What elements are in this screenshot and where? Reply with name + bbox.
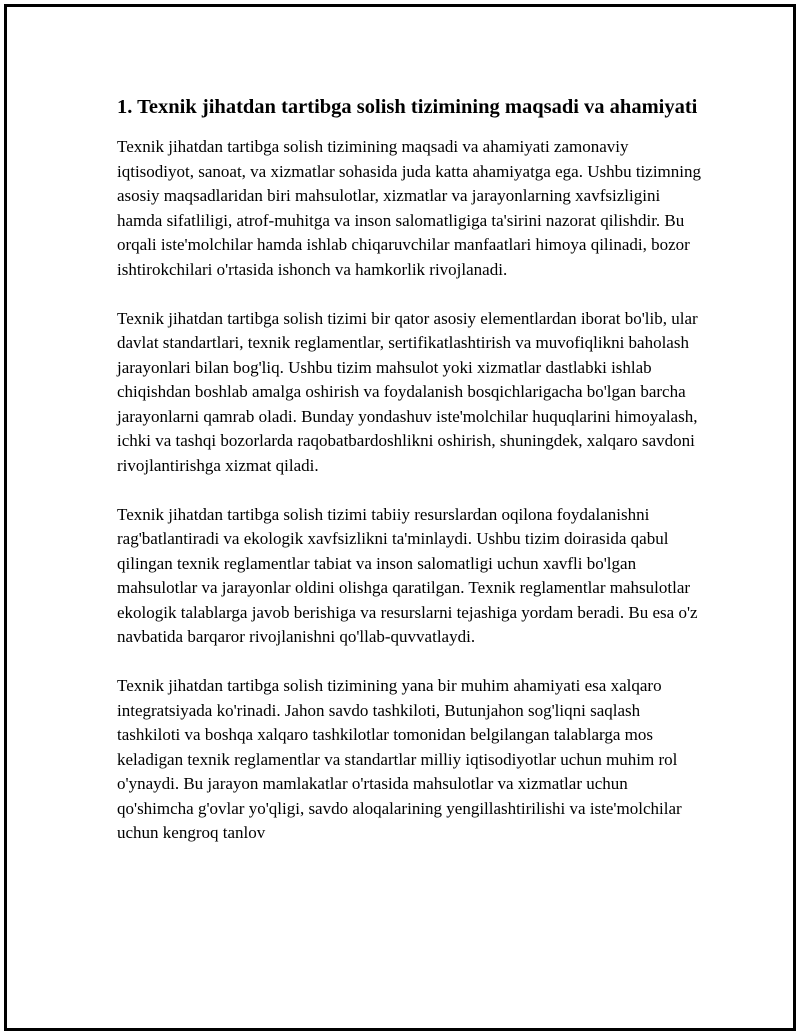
paragraph-2: Texnik jihatdan tartibga solish tizimi bir qator asosiy elementlardan iborat bo'lib, ular davlat standartlari, texnik reglamentlar, sertifikatlashtirish va muvofiqlikni baholash jarayonlari bilan bog'liq. Ushbu tizim mahsulot yoki xizmatlar dastlabki ishlab chiqishdan boshlab amalga oshirish va foydalanish bosqichlarigacha bo'lgan barcha jarayonlarni qamrab oladi. Bunday yondashuv iste'molchilar huquqlarini himoyalash, ichki va tashqi bozorlarda raqobatbardoshlikni oshirish, shuningdek, xalqaro savdoni rivojlantirishga xizmat qiladi. [117,308,698,475]
paragraph-3: Texnik jihatdan tartibga solish tizimi tabiiy resurslardan oqilona foydalanishni rag'batlantiradi va ekologik xavfsizlikni ta'minlaydi. Ushbu tizim doirasida qabul qilingan texnik reglamentlar tabiat va inson salomatligi uchun xavfli bo'lgan mahsulotlar va jarayonlar oldini olishga qaratilgan. Texnik reglamentlar mahsulotlar ekologik talablarga javob berishiga va resurslarni tejashiga yordam beradi. Bu esa o'z navbatida barqaror rivojlanishni qo'llab-quvvatlaydi. [117,504,698,646]
document-body [117,93,707,870]
paragraph-4: Texnik jihatdan tartibga solish tizimining yana bir muhim ahamiyati esa xalqaro integratsiyada ko'rinadi. Jahon savdo tashkiloti, Butunjahon sog'liqni saqlash tashkiloti va boshqa xalqaro tashkilotlar tomonidan belgilangan talablarga mos keladigan texnik reglamentlar va standartlar milliy iqtisodiyotlar uchun muhim rol o'ynaydi. Bu jarayon mamlakatlar o'rtasida mahsulotlar va xizmatlar uchun qo'shimcha g'ovlar yo'qligi, savdo aloqalarining yengillashtirilishi va iste'molchilar uchun kengroq tanlov [117,676,682,842]
section-heading: 1. Texnik jihatdan tartibga solish tizimining maqsadi va ahamiyati [117,96,698,118]
paragraph-1: Texnik jihatdan tartibga solish tizimining maqsadi va ahamiyati zamonaviy iqtisodiyot, sanoat, va xizmatlar sohasida juda katta ahamiyatga ega. Ushbu tizimning asosiy maqsadlaridan biri mahsulotlar, xizmatlar va jarayonlarning xavfsizligini hamda sifatliligi, atrof-muhitga va inson salomatligiga ta'sirini nazorat qilishdir. Bu orqali iste'molchilar hamda ishlab chiqaruvchilar manfaatlari himoya qilinadi, bozor ishtirokchilari o'rtasida ishonch va hamkorlik rivojlanadi. [117,137,701,279]
